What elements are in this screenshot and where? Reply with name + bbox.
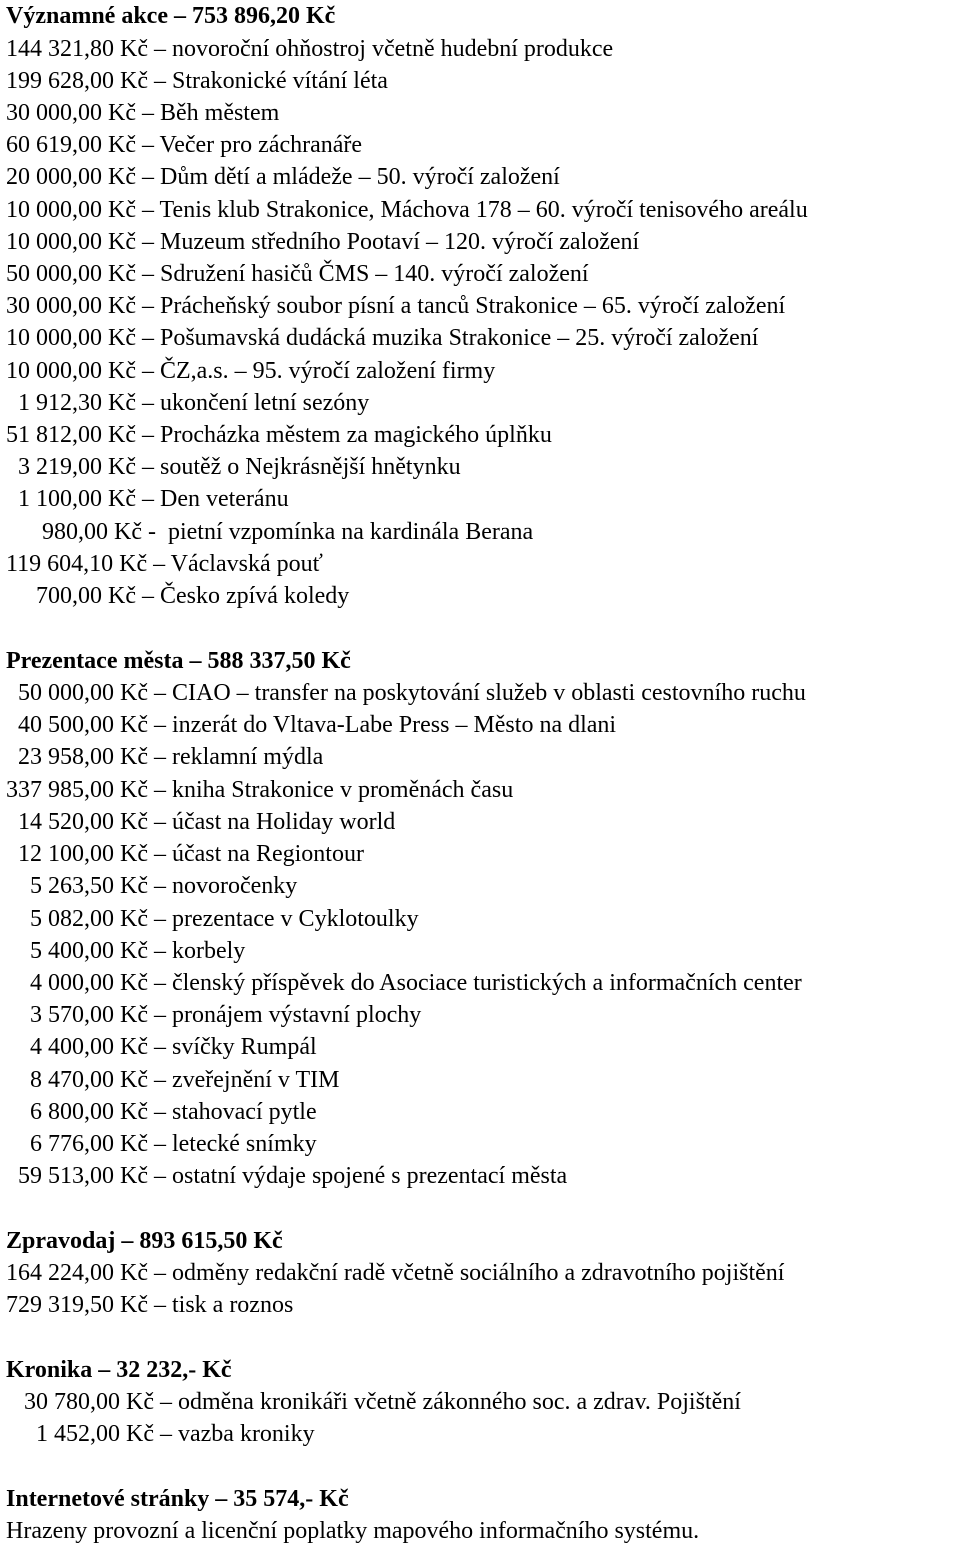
budget-line: 20 000,00 Kč – Dům dětí a mládeže – 50. výročí založení	[6, 164, 560, 190]
budget-line: 59 513,00 Kč – ostatní výdaje spojené s prezentací města	[6, 1163, 568, 1189]
budget-line: 119 604,10 Kč – Václavská pouť	[6, 551, 323, 577]
budget-line: 30 000,00 Kč – Běh městem	[6, 100, 280, 126]
budget-line: 12 100,00 Kč – účast na Regiontour	[6, 841, 364, 867]
budget-line: 10 000,00 Kč – Muzeum středního Pootaví – 120. výročí založení	[6, 229, 640, 255]
budget-line: 14 520,00 Kč – účast na Holiday world	[6, 809, 396, 835]
budget-line: 10 000,00 Kč – Pošumavská dudácká muzika Strakonice – 25. výročí založení	[6, 325, 759, 351]
budget-line: 5 400,00 Kč – korbely	[6, 938, 246, 964]
section-heading: Prezentace města – 588 337,50 Kč	[6, 648, 351, 674]
budget-line: 51 812,00 Kč – Procházka městem za magického úplňku	[6, 422, 552, 448]
budget-line: 30 000,00 Kč – Prácheňský soubor písní a tanců Strakonice – 65. výročí založení	[6, 293, 786, 319]
budget-line: 1 100,00 Kč – Den veteránu	[6, 486, 289, 512]
budget-line: Hrazeny provozní a licenční poplatky mapového informačního systému.	[6, 1518, 700, 1544]
budget-line: 144 321,80 Kč – novoroční ohňostroj včetně hudební produkce	[6, 36, 614, 62]
budget-line: 3 570,00 Kč – pronájem výstavní plochy	[6, 1002, 422, 1028]
budget-line: 50 000,00 Kč – CIAO – transfer na poskytování služeb v oblasti cestovního ruchu	[6, 680, 806, 706]
budget-line: 5 082,00 Kč – prezentace v Cyklotoulky	[6, 906, 419, 932]
budget-line: 4 000,00 Kč – členský příspěvek do Asociace turistických a informačních center	[6, 970, 802, 996]
budget-line: 3 219,00 Kč – soutěž o Nejkrásnější hnětynku	[6, 454, 461, 480]
budget-line: 729 319,50 Kč – tisk a roznos	[6, 1292, 294, 1318]
budget-line: 1 452,00 Kč – vazba kroniky	[6, 1421, 315, 1447]
budget-line: 700,00 Kč – Česko zpívá koledy	[6, 583, 350, 609]
budget-line: 6 776,00 Kč – letecké snímky	[6, 1131, 317, 1157]
budget-line: 4 400,00 Kč – svíčky Rumpál	[6, 1034, 317, 1060]
budget-line: 23 958,00 Kč – reklamní mýdla	[6, 744, 324, 770]
budget-line: 10 000,00 Kč – ČZ,a.s. – 95. výročí založení firmy	[6, 358, 496, 384]
section-heading: Kronika – 32 232,- Kč	[6, 1357, 232, 1383]
budget-line: 980,00 Kč - pietní vzpomínka na kardinála Berana	[6, 519, 534, 545]
budget-line: 5 263,50 Kč – novoročenky	[6, 873, 298, 899]
budget-line: 199 628,00 Kč – Strakonické vítání léta	[6, 68, 388, 94]
budget-line: 40 500,00 Kč – inzerát do Vltava-Labe Press – Město na dlani	[6, 712, 617, 738]
section-heading: Významné akce – 753 896,20 Kč	[6, 3, 336, 29]
budget-line: 6 800,00 Kč – stahovací pytle	[6, 1099, 317, 1125]
budget-line: 337 985,00 Kč – kniha Strakonice v proměnách času	[6, 777, 514, 803]
section-heading: Internetové stránky – 35 574,- Kč	[6, 1486, 349, 1512]
budget-line: 1 912,30 Kč – ukončení letní sezóny	[6, 390, 370, 416]
budget-line: 50 000,00 Kč – Sdružení hasičů ČMS – 140. výročí založení	[6, 261, 589, 287]
budget-line: 30 780,00 Kč – odměna kronikáři včetně zákonného soc. a zdrav. Pojištění	[6, 1389, 741, 1415]
budget-line: 8 470,00 Kč – zveřejnění v TIM	[6, 1067, 340, 1093]
budget-line: 164 224,00 Kč – odměny redakční radě včetně sociálního a zdravotního pojištění	[6, 1260, 785, 1286]
section-heading: Zpravodaj – 893 615,50 Kč	[6, 1228, 283, 1254]
budget-line: 10 000,00 Kč – Tenis klub Strakonice, Máchova 178 – 60. výročí tenisového areálu	[6, 197, 808, 223]
budget-line: 60 619,00 Kč – Večer pro záchranáře	[6, 132, 363, 158]
